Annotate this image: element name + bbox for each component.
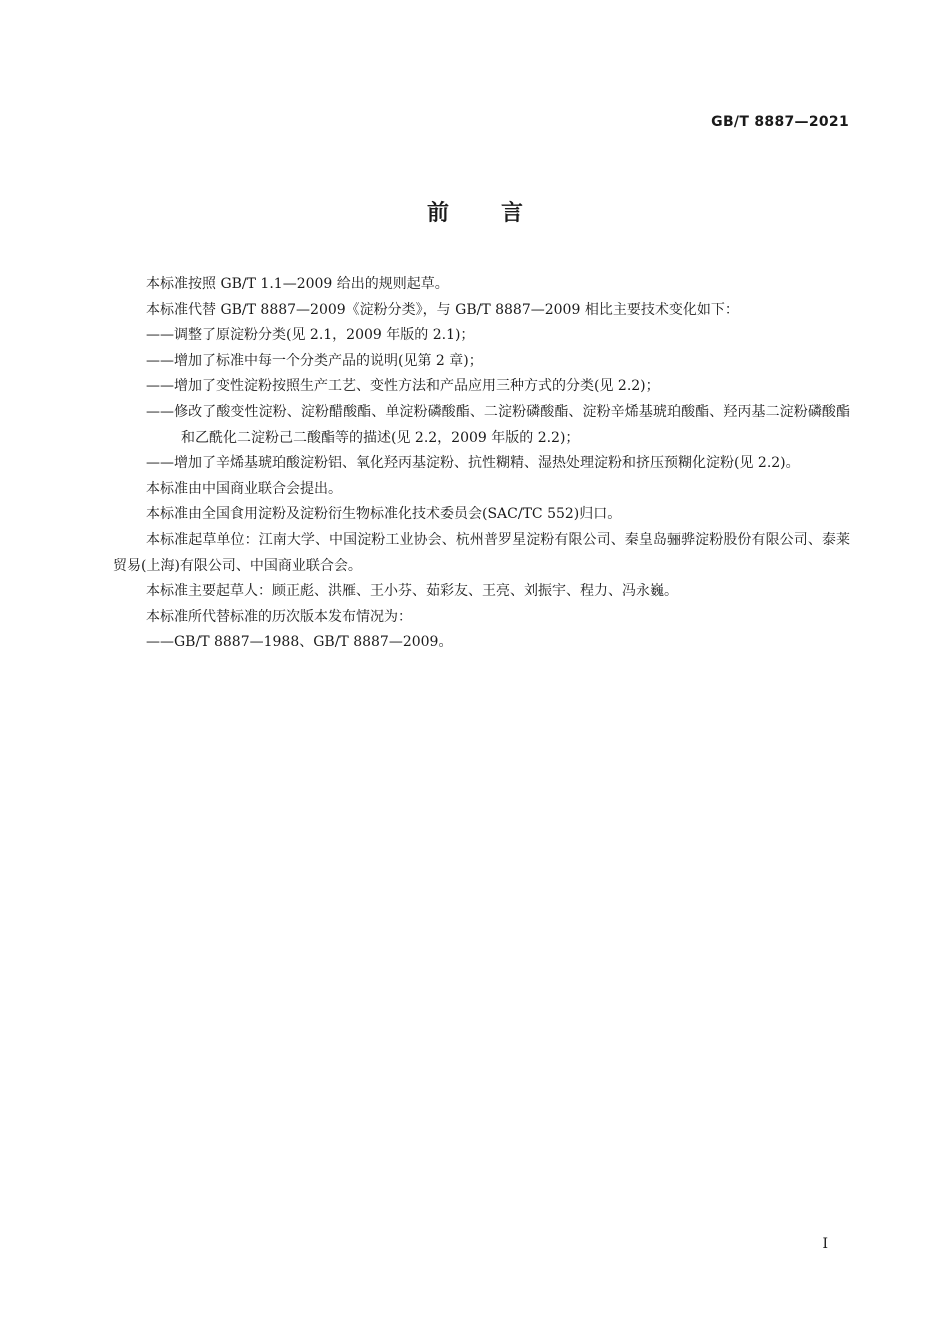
foreword-body xyxy=(113,272,850,656)
paragraph-drafting-units: 本标准起草单位：江南大学、中国淀粉工业协会、杭州普罗星淀粉有限公司、秦皇岛骊骅淀粉股份有限公司、泰莱贸易(上海)有限公司、中国商业联合会。 xyxy=(113,531,850,574)
paragraph-history-intro: 本标准所代替标准的历次版本发布情况为： xyxy=(146,608,412,625)
paragraph-drafting-rules: 本标准按照 GB/T 1.1—2009 给出的规则起草。 xyxy=(146,276,449,292)
paragraph-managed-by: 本标准由全国食用淀粉及淀粉衍生物标准化技术委员会(SAC/TC 552)归口。 xyxy=(146,506,622,523)
page-number: I xyxy=(822,1236,828,1252)
paragraph-replaces: 本标准代替 GB/T 8887—2009《淀粉分类》，与 GB/T 8887—2009 相比主要技术变化如下： xyxy=(146,301,739,318)
change-item-3: ——增加了变性淀粉按照生产工艺、变性方法和产品应用三种方式的分类(见 2.2)； xyxy=(146,378,660,395)
paragraph-drafters: 本标准主要起草人：顾正彪、洪雁、王小芬、茹彩友、王亮、刘振宇、程力、冯永巍。 xyxy=(146,583,678,600)
page-title: 前言 xyxy=(426,201,575,226)
change-item-1: ——调整了原淀粉分类(见 2.1，2009 年版的 2.1)； xyxy=(146,327,475,344)
standard-code: GB/T 8887—2021 xyxy=(711,114,849,130)
change-item-5: ——增加了辛烯基琥珀酸淀粉铝、氧化羟丙基淀粉、抗性糊精、湿热处理淀粉和挤压预糊化淀粉(见 2.2)。 xyxy=(146,455,800,472)
history-item: ——GB/T 8887—1988、GB/T 8887—2009。 xyxy=(146,634,453,651)
paragraph-proposed-by: 本标准由中国商业联合会提出。 xyxy=(146,480,342,497)
change-item-4: ——修改了酸变性淀粉、淀粉醋酸酯、单淀粉磷酸酯、二淀粉磷酸酯、淀粉辛烯基琥珀酸酯、羟丙基二淀粉磷酸酯和乙酰化二淀粉己二酸酯等的描述(见 2.2，2009 年版的 2.2)； xyxy=(146,403,850,446)
change-item-2: ——增加了标准中每一个分类产品的说明(见第 2 章)； xyxy=(146,352,483,369)
